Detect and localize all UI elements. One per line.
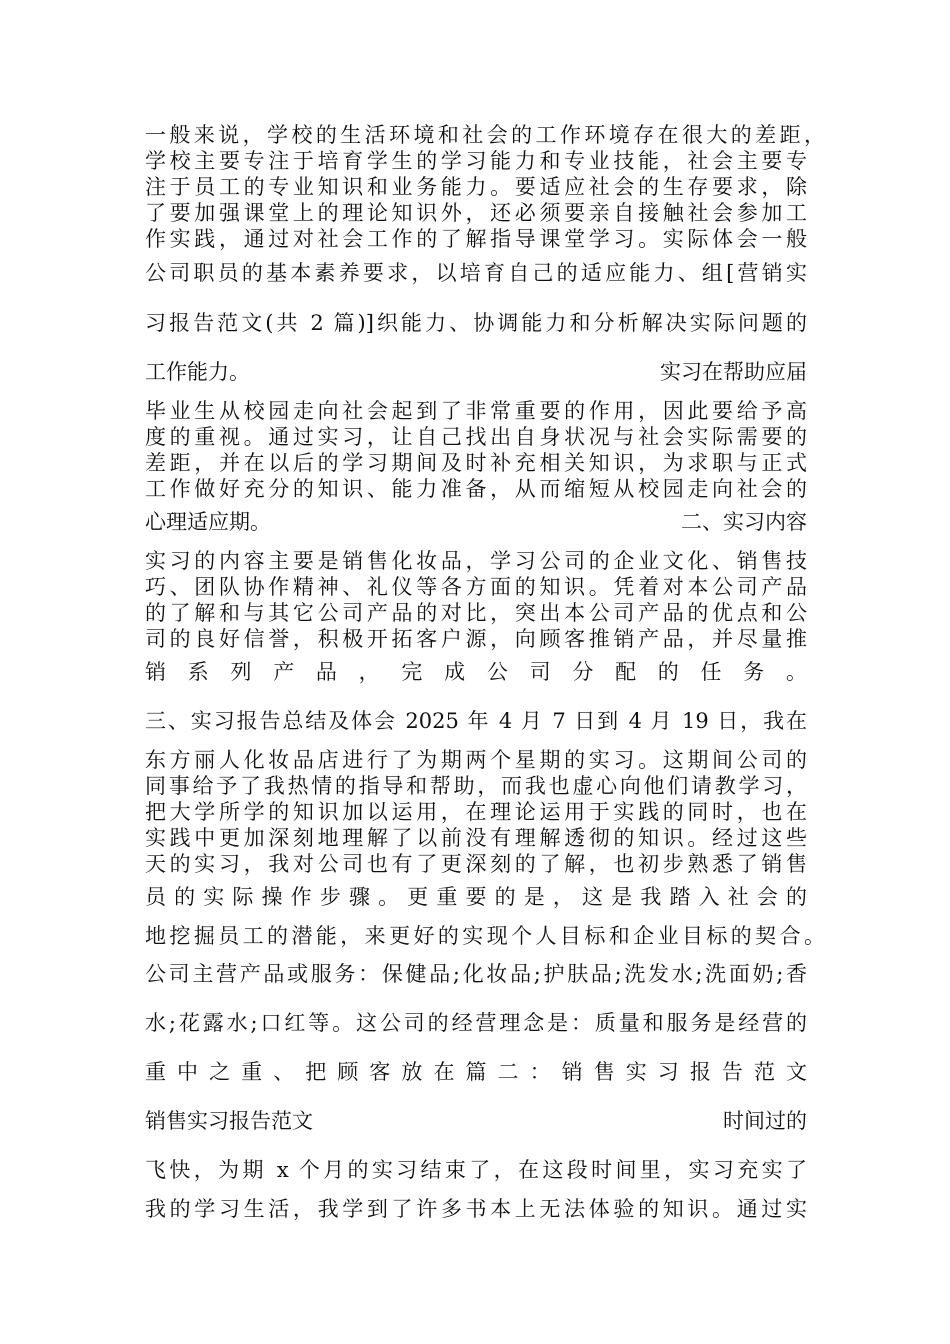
text-line: 度的重视。通过实习，让自己找出自身状况与社会实际需要的 — [145, 425, 807, 449]
text-line: 水;花露水;口红等。这公司的经营理念是：质量和服务是经营的 — [145, 1011, 807, 1035]
text-line: 把大学所学的知识加以运用，在理论运用于实践的同时，也在 — [145, 800, 807, 824]
text-line: 习报告范文(共 2 篇)]织能力、协调能力和分析解决实际问题的 — [145, 311, 807, 335]
text-line: 作实践，通过对社会工作的了解指导课堂学习。实际体会一般 — [145, 227, 807, 251]
text-line: 我的学习生活，我学到了许多书本上无法体验的知识。通过实 — [145, 1197, 807, 1221]
text-line: 销系列产品，完成公司分配的任务。 — [145, 660, 807, 684]
line-right-text: 时间过的 — [723, 1109, 807, 1133]
text-line: 了要加强课堂上的理论知识外，还必须要亲自接触社会参加工 — [145, 201, 807, 225]
text-line-split — [145, 359, 807, 385]
text-line: 同事给予了我热情的指导和帮助，而我也虚心向他们请教学习， — [145, 774, 807, 798]
text-line: 实习的内容主要是销售化妆品，学习公司的企业文化、销售技 — [145, 549, 807, 573]
text-line: 三、实习报告总结及体会 2025 年 4 月 7 日到 4 月 19 日，我在 — [145, 709, 807, 733]
line-left-text: 工作能力。 — [145, 360, 250, 384]
text-line: 天的实习，我对公司也有了更深刻的了解，也初步熟悉了销售 — [145, 852, 807, 876]
text-line-split — [145, 1108, 807, 1134]
text-line: 东方丽人化妆品店进行了为期两个星期的实习。这期间公司的 — [145, 748, 807, 772]
text-line: 公司主营产品或服务：保健品;化妆品;护肤品;洗发水;洗面奶;香 — [145, 962, 807, 986]
text-line: 司的良好信誉，积极开拓客户源，向顾客推销产品，并尽量推 — [145, 627, 807, 651]
text-line: 工作做好充分的知识、能力准备，从而缩短从校园走向社会的 — [145, 477, 807, 501]
text-line: 实践中更加深刻地理解了以前没有理解透彻的知识。经过这些 — [145, 826, 807, 850]
text-line: 地挖掘员工的潜能，来更好的实现个人目标和企业目标的契合。 — [145, 924, 825, 948]
text-line: 学校主要专注于培育学生的学习能力和专业技能，社会主要专 — [145, 149, 807, 173]
line-left-text: 心理适应期。 — [145, 510, 271, 534]
line-left-text: 销售实习报告范文 — [145, 1109, 313, 1133]
text-line: 一般来说，学校的生活环境和社会的工作环境存在很大的差距， — [145, 123, 825, 147]
text-line: 的了解和与其它公司产品的对比，突出本公司产品的优点和公 — [145, 601, 807, 625]
text-line: 注于员工的专业知识和业务能力。要适应社会的生存要求，除 — [145, 175, 807, 199]
line-right-text: 实习在帮助应届 — [660, 360, 807, 384]
text-line: 飞快，为期 x 个月的实习结束了，在这段时间里，实习充实了 — [145, 1158, 807, 1182]
section-heading: 二、实习内容 — [681, 510, 807, 534]
text-line: 巧、团队协作精神、礼仪等各方面的知识。凭着对本公司产品 — [145, 575, 807, 599]
text-line: 毕业生从校园走向社会起到了非常重要的作用，因此要给予高 — [145, 399, 807, 423]
text-line: 公司职员的基本素养要求，以培育自己的适应能力、组[营销实 — [145, 261, 807, 285]
text-line-split — [145, 509, 807, 535]
text-line: 差距，并在以后的学习期间及时补充相关知识，为求职与正式 — [145, 451, 807, 475]
text-line: 员的实际操作步骤。更重要的是，这是我踏入社会的 — [145, 885, 807, 909]
text-line: 重中之重、把顾客放在篇二：销售实习报告范文 — [145, 1060, 807, 1084]
